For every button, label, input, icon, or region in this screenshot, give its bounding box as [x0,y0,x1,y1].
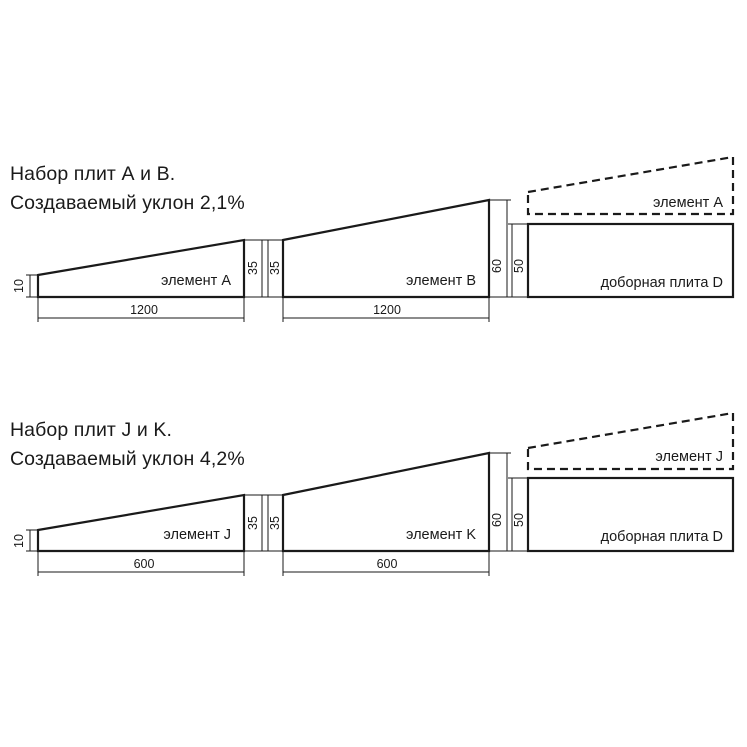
element-a-label: элемент А [161,273,231,289]
dim-left-height [26,275,38,297]
dim-element-j-right-label: 35 [246,516,260,530]
extra-plate-d-label: доборная плита D [600,275,723,291]
dim-left-height-2 [26,530,38,551]
ghost-element-j-label: элемент J [655,449,723,465]
section-2-drawing [26,413,733,576]
extra-plate-d-2-label: доборная плита D [600,529,723,545]
ghost-element-a-label: элемент А [653,195,723,211]
dim-element-k-left-label: 35 [268,516,282,530]
dim-extra-plate-2-label: 50 [512,513,526,527]
section-2-slope: Создаваемый уклон 4,2% [10,448,245,470]
dim-element-a-right-label: 35 [246,261,260,275]
section-1-title: Набор плит А и В. [10,163,176,185]
dim-left-height-label: 10 [12,279,26,293]
dim-element-b-length-label: 1200 [373,303,401,317]
dim-element-b-right-label: 60 [490,259,504,273]
dim-element-k-right [489,453,511,551]
section-1-slope: Создаваемый уклон 2,1% [10,192,245,214]
section-2-title: Набор плит J и K. [10,419,172,441]
dim-element-j-length-label: 600 [133,557,155,571]
dim-element-a-length-label: 1200 [130,303,158,317]
dim-element-b-left-label: 35 [268,261,282,275]
dim-element-k-right-label: 60 [490,513,504,527]
dim-extra-plate-label: 50 [512,259,526,273]
element-b-label: элемент В [406,273,476,289]
element-k-label: элемент K [406,527,476,543]
section-1-drawing [26,157,733,322]
dim-left-height-2-label: 10 [12,534,26,548]
element-j-label: элемент J [163,527,231,543]
dim-element-k-length-label: 600 [376,557,398,571]
dim-element-b-right [489,200,511,297]
